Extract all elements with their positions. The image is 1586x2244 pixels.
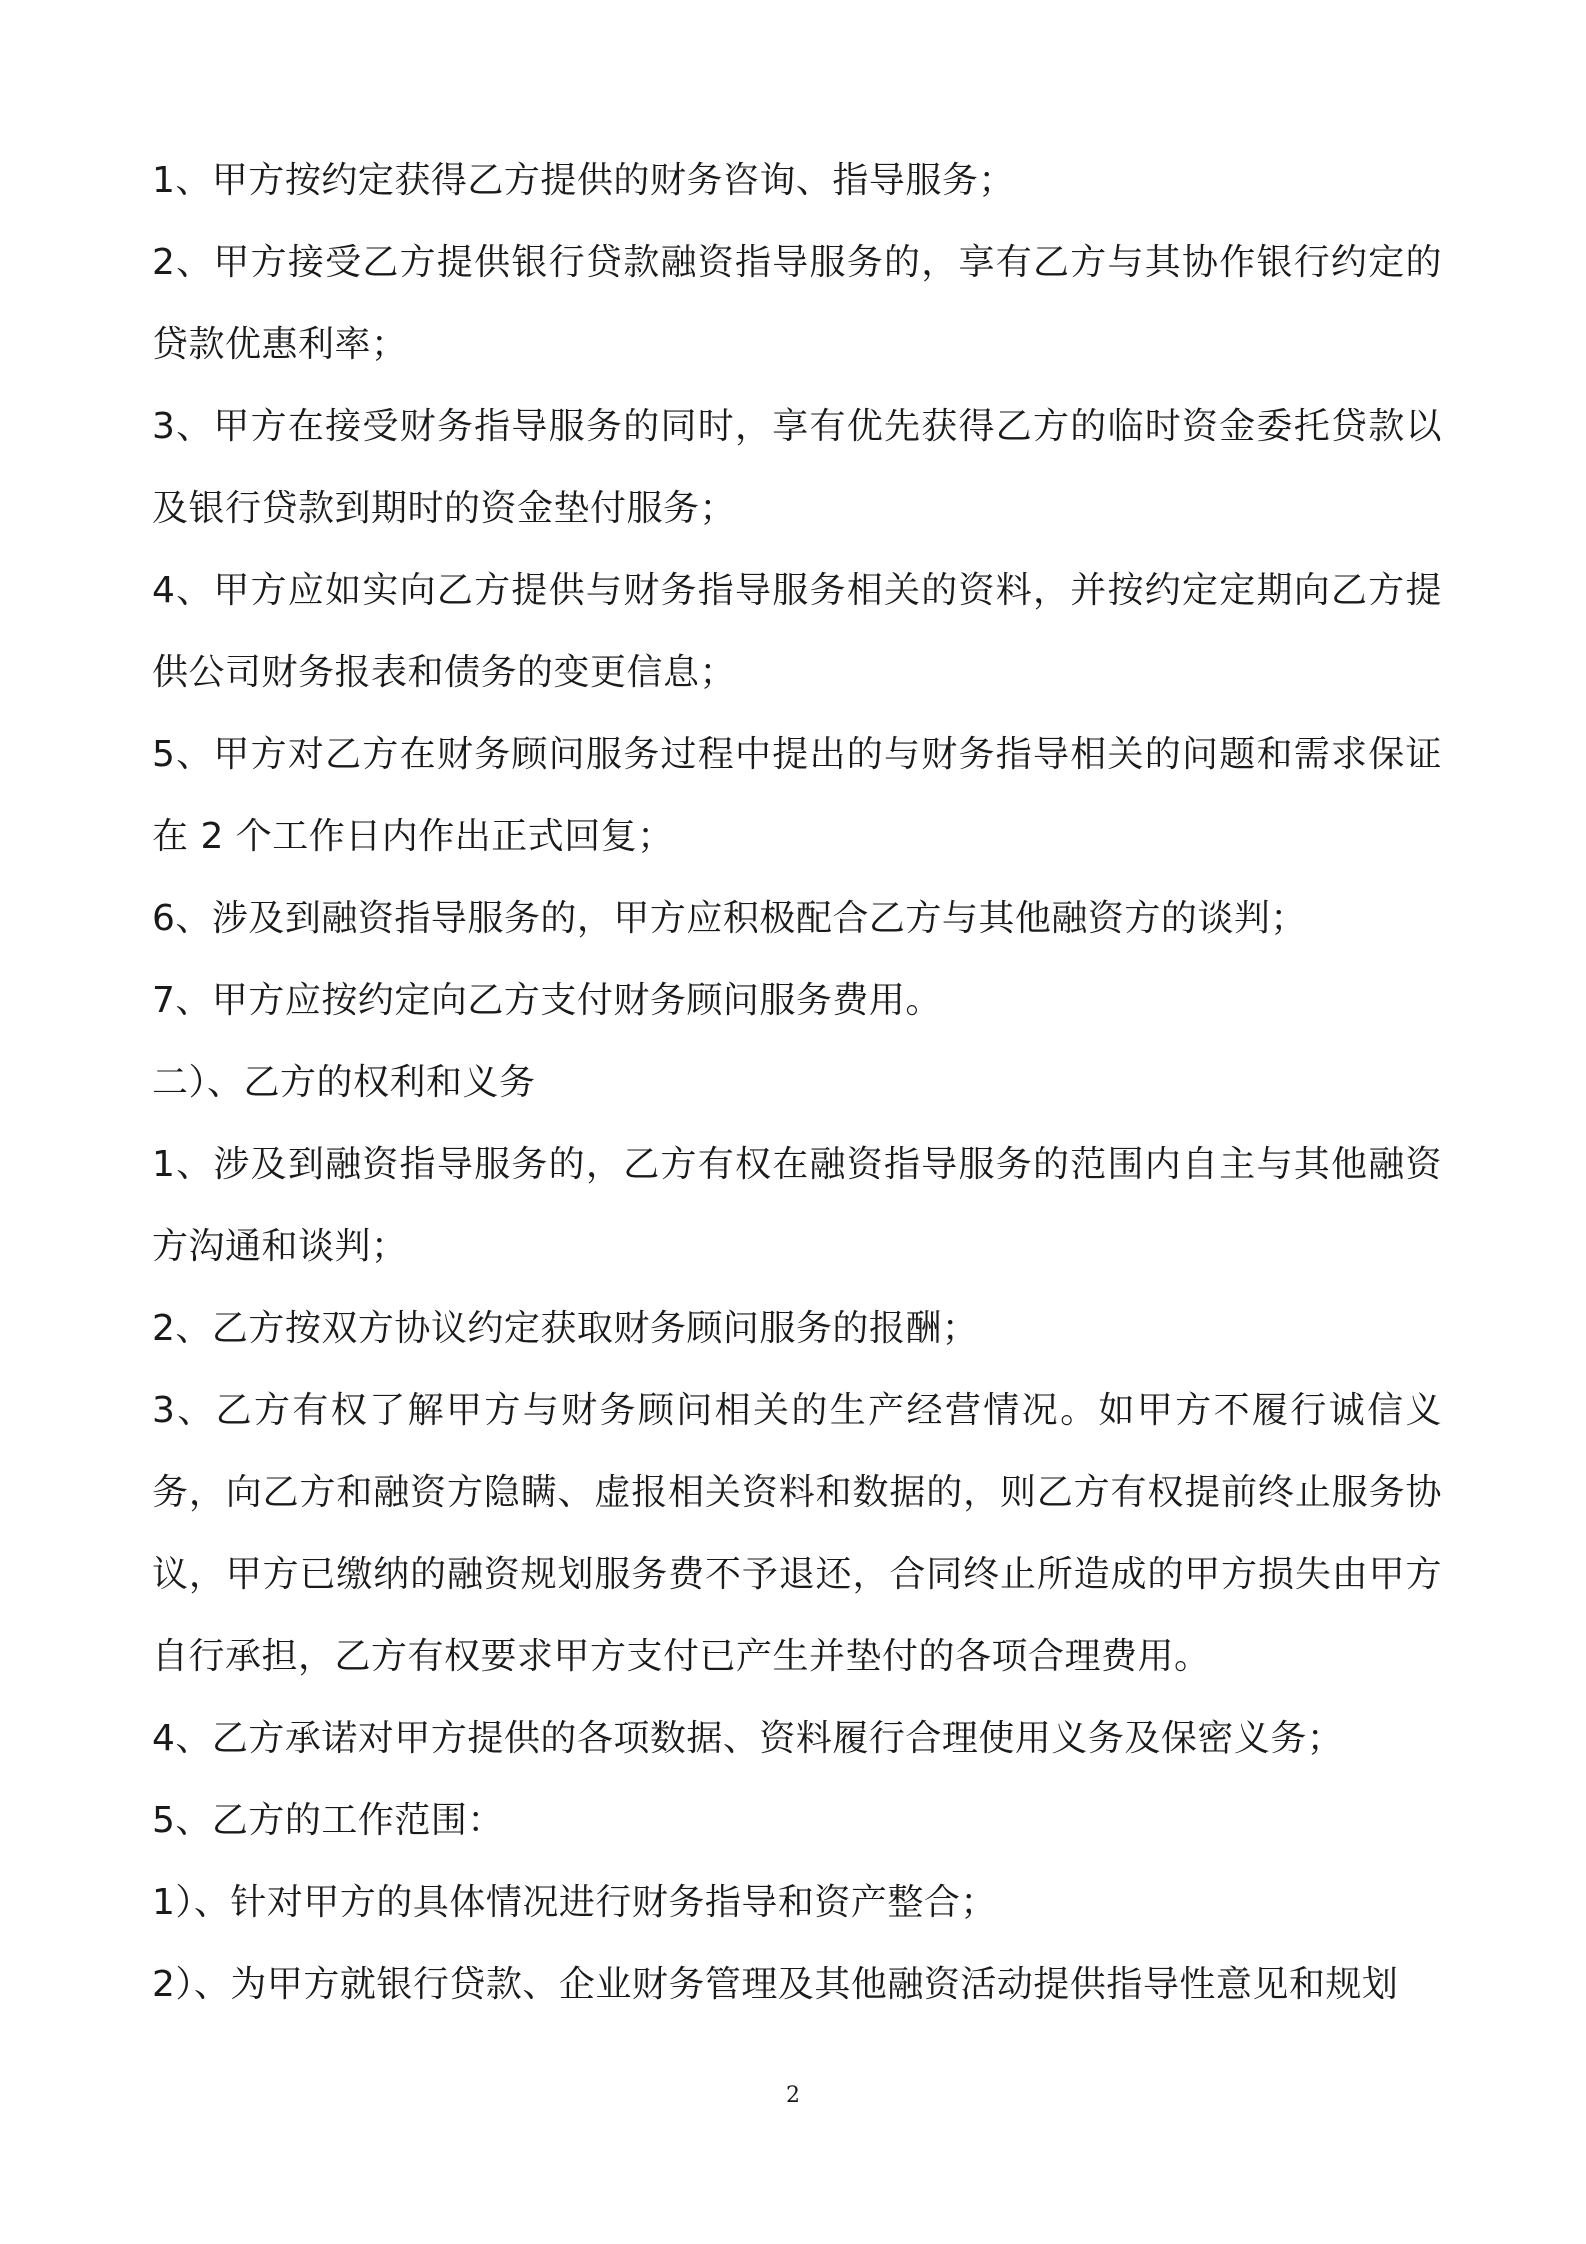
section-heading: 二）、乙方的权利和义务	[152, 1062, 536, 1103]
paragraph-9: 1、涉及到融资指导服务的，乙方有权在融资指导服务的范围内自主与其他融资方沟通和谈判；	[152, 1144, 1442, 1267]
paragraph-2: 2、甲方接受乙方提供银行贷款融资指导服务的，享有乙方与其协作银行约定的贷款优惠利率；	[152, 242, 1442, 365]
paragraph-12: 4、乙方承诺对甲方提供的各项数据、资料履行合理使用义务及保密义务；	[152, 1718, 1344, 1759]
paragraph-3: 3、甲方在接受财务指导服务的同时，享有优先获得乙方的临时资金委托贷款以及银行贷款到期时的资金垫付服务；	[152, 406, 1442, 529]
paragraph-11: 3、乙方有权了解甲方与财务顾问相关的生产经营情况。如甲方不履行诚信义务，向乙方和融资方隐瞒、虚报相关资料和数据的，则乙方有权提前终止服务协议，甲方已缴纳的融资规划服务费不予退还，合同终止所造成的甲方损失由甲方自行承担，乙方有权要求甲方支付已产生并垫付的各项合理费用。	[152, 1390, 1442, 1677]
paragraph-5: 5、甲方对乙方在财务顾问服务过程中提出的与财务指导相关的问题和需求保证在 2 个工作日内作出正式回复；	[152, 734, 1442, 857]
paragraph-10: 2、乙方按双方协议约定获取财务顾问服务的报酬；	[152, 1308, 979, 1349]
paragraph-15: 2）、为甲方就银行贷款、企业财务管理及其他融资活动提供指导性意见和规划	[152, 1964, 1399, 2005]
paragraph-7: 7、甲方应按约定向乙方支付财务顾问服务费用。	[152, 980, 942, 1021]
page-number: 2	[786, 2083, 800, 2108]
document-body	[152, 140, 1442, 2026]
paragraph-14: 1）、针对甲方的具体情况进行财务指导和资产整合；	[152, 1882, 997, 1923]
paragraph-6: 6、涉及到融资指导服务的，甲方应积极配合乙方与其他融资方的谈判；	[152, 898, 1307, 939]
paragraph-1: 1、甲方按约定获得乙方提供的财务咨询、指导服务；	[152, 160, 1015, 201]
paragraph-13: 5、乙方的工作范围：	[152, 1800, 504, 1841]
paragraph-4: 4、甲方应如实向乙方提供与财务指导服务相关的资料，并按约定定期向乙方提供公司财务报表和债务的变更信息；	[152, 570, 1442, 693]
